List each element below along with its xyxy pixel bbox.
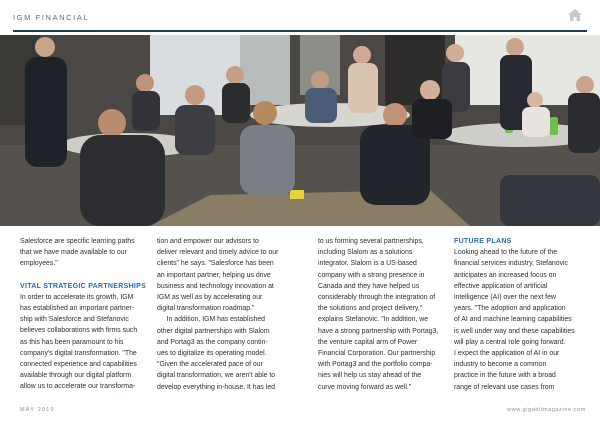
text-line: practice in the future with a broad [454,372,556,380]
text-line: ues to digitalize its operating model. [157,350,267,358]
text-line: connected experience and capabilities [20,361,137,369]
column-4 [454,236,589,393]
text-line: available through our digital platform [20,372,132,380]
column-3 [318,236,448,393]
text-line: an important partner, helping us drive [157,271,271,279]
section-heading-future-plans: FUTURE PLANS [454,238,512,245]
text-line: effective application of artificial [454,282,548,290]
text-line: curve moving forward as well." [318,383,412,391]
page-header [0,0,600,32]
issue-date: MAY 2019 [20,407,55,413]
text-line: that we have made available to our [20,249,127,257]
brand-title: IGM FINANCIAL [13,13,90,22]
text-line: business and technology innovation at [157,282,274,290]
text-line: the venture capital arm of Power [318,338,418,346]
text-line: anticipates an increased focus on [454,271,557,279]
text-line: In order to accelerate its growth, IGM [20,293,134,301]
text-line: years. "The adoption and application [454,305,566,313]
text-line: allow us to accelerate our transforma- [20,383,136,391]
text-line: have a strong partnership with Portag3, [318,327,439,335]
column-1 [20,236,148,393]
text-line: range of relevant use cases from [454,383,555,391]
text-line: explains Stefanovic. "In addition, we [318,316,429,324]
text-line: as this has been paramount to his [20,338,124,346]
text-line: employees." [20,260,58,268]
text-line: to us forming several partnerships, [318,238,424,245]
text-line: Canada and they have helped us [318,282,420,290]
text-line: I expect the application of AI in our [454,350,560,358]
column-2 [157,236,292,393]
text-line: has established an important partner- [20,305,135,313]
text-line: of AI and machine learning capabilities [454,316,572,324]
text-line: digital transformation roadmap." [157,305,255,313]
text-line: "Given the accelerated pace of our [157,361,263,369]
text-line: and Portag3 as the company contin- [157,338,268,346]
text-line: company's digital transformation. "The [20,349,137,357]
text-line: deliver relevant and timely advice to our [157,249,279,257]
text-line: considerably through the integration of [318,294,436,302]
page-number-right: 195 [585,240,596,247]
text-line: Financial Corporation. Our partnership [318,350,436,358]
section-heading-vital-strategic-partnerships: VITAL STRATEGIC PARTNERSHIPS [20,282,147,290]
text-line: intelligence (AI) over the next few [454,294,556,302]
text-line: digital transformation, we aren't able to [157,372,276,380]
text-line: financial services industry, Stefanovic [454,260,569,268]
text-line: is well under way and these capabilities [454,327,575,335]
text-line: company with a strong presence in [318,271,425,279]
website-link[interactable]: www.gigabitmagazine.com [507,407,586,413]
text-line: industry to become a common [454,361,547,369]
text-line: IGM as well as by accelerating our [157,294,263,302]
text-line: tion and empower our advisors to [157,238,259,245]
text-line: with Portag3 and the portfolio compa- [318,361,433,369]
text-line: In addition, IGM has established [157,316,266,324]
text-line: clients" he says. "Salesforce has been [157,260,274,268]
text-line: believes collaborations with firms such [20,327,138,335]
text-line: develop everything in-house. It has led [157,383,275,391]
text-line: nies will help us stay ahead of the [318,372,422,380]
text-line: the solutions and project delivery," [318,305,423,313]
text-line: other digital partnerships with Slalom [157,327,270,335]
header-rule [13,30,587,32]
text-line: will play a central role going forward. [454,338,566,346]
text-line: integrator. Slalom is a US-based [318,260,417,268]
home-icon[interactable] [567,8,583,22]
text-line: including Slalom as a solutions [318,249,413,257]
text-line: ship with Salesforce and Stefanovic [20,316,129,324]
page-number-left: 194 [5,240,16,247]
text-line: Salesforce are specific learning paths [20,238,135,245]
meeting-photo-illustration [0,35,600,226]
text-line: Looking ahead to the future of the [454,249,558,257]
